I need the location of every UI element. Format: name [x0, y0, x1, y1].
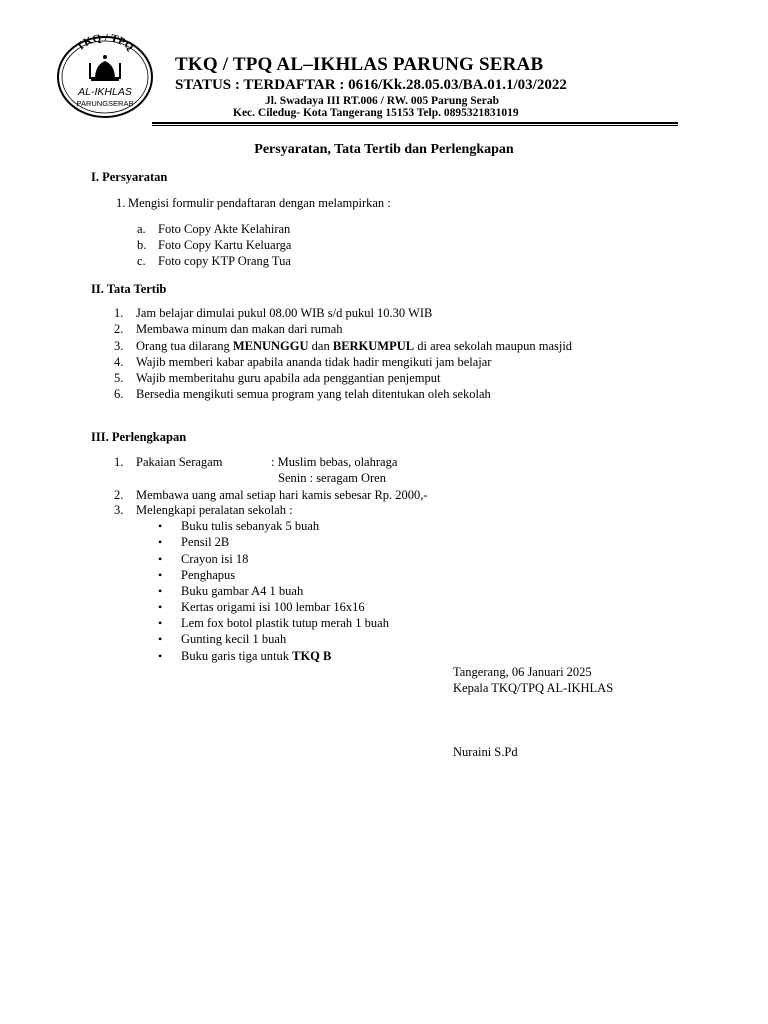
bullet-icon: • [158, 600, 163, 614]
bullet-icon: • [158, 552, 163, 566]
bullet-item: Buku gambar A4 1 buah [181, 584, 304, 598]
list-item: Membawa uang amal setiap hari kamis sebesar Rp. 2000,- [136, 488, 428, 502]
logo-sub-text: PARUNGSERAB [76, 99, 134, 108]
bold-text: MENUNGGU [232, 339, 309, 353]
bullet-item: Pensil 2B [181, 535, 230, 549]
list-item [136, 339, 572, 354]
logo-main-text: AL-IKHLAS [78, 86, 132, 98]
bullet-item: Gunting kecil 1 buah [181, 632, 287, 646]
document-title: Persyaratan, Tata Tertib dan Perlengkapan [254, 142, 514, 157]
section-heading-persyaratan: I. Persyaratan [91, 170, 168, 184]
list-number: 2. [114, 322, 124, 336]
list-item: Wajib memberitahu guru apabila ada penggantian penjemput [136, 371, 441, 385]
list-item-label: Pakaian Seragam [136, 455, 223, 469]
bullet-icon: • [158, 535, 163, 549]
signature-place-date: Tangerang, 06 Januari 2025 [453, 665, 592, 679]
sublist-item: Foto Copy Akte Kelahiran [158, 222, 291, 236]
list-number: 5. [114, 371, 124, 385]
sublist-item: Foto copy KTP Orang Tua [158, 254, 291, 268]
bullet-item: Penghapus [181, 568, 236, 582]
bullet-icon: • [158, 632, 163, 646]
section-heading-tata-tertib: II. Tata Tertib [91, 282, 167, 296]
section-heading-perlengkapan: III. Perlengkapan [91, 430, 187, 444]
bullet-item: Crayon isi 18 [181, 552, 249, 566]
bold-text: TKQ B [292, 649, 332, 663]
mosque-icon [89, 55, 121, 81]
list-item: Membawa minum dan makan dari rumah [136, 322, 343, 336]
address-line-1: Jl. Swadaya III RT.006 / RW. 005 Parung Serab [265, 95, 500, 107]
list-number: 4. [114, 355, 124, 369]
sublist-letter: b. [137, 238, 147, 252]
sublist-letter: a. [137, 222, 146, 236]
sublist-letter: c. [137, 254, 146, 268]
header-rule-thick [152, 122, 678, 124]
bullet-icon: • [158, 568, 163, 582]
text-run: Orang tua dilarang [136, 339, 233, 353]
svg-text:TKQ / TPQ [74, 33, 136, 54]
list-item: Wajib memberi kabar apabila ananda tidak hadir mengikuti jam belajar [136, 355, 492, 369]
list-item: Mengisi formulir pendaftaran dengan melampirkan : [128, 196, 391, 210]
bullet-item [181, 649, 331, 664]
header-rule-thin [152, 125, 678, 126]
list-item-value: : Muslim bebas, olahraga [271, 455, 398, 469]
text-run: Buku garis tiga untuk [181, 649, 293, 663]
school-logo [55, 33, 155, 118]
list-item-value: Senin : seragam Oren [278, 471, 386, 485]
list-number: 3. [114, 339, 124, 353]
bullet-item: Kertas origami isi 100 lembar 16x16 [181, 600, 365, 614]
list-number: 6. [114, 387, 124, 401]
bullet-icon: • [158, 616, 163, 630]
bullet-item: Buku tulis sebanyak 5 buah [181, 519, 320, 533]
sublist-item: Foto Copy Kartu Keluarga [158, 238, 292, 252]
logo-arc-text: TKQ / TPQ [74, 33, 136, 54]
bullet-icon: • [158, 584, 163, 598]
list-number: 2. [114, 488, 124, 502]
bold-text: BERKUMPUL [332, 339, 415, 353]
signature-position: Kepala TKQ/TPQ AL-IKHLAS [453, 681, 614, 695]
list-number: 1. [114, 306, 124, 320]
signature-name: Nuraini S.Pd [453, 745, 518, 759]
list-item: Bersedia mengikuti semua program yang telah ditentukan oleh sekolah [136, 387, 491, 401]
address-line-2: Kec. Ciledug- Kota Tangerang 15153 Telp. 0895321831019 [233, 107, 519, 119]
list-number: 3. [114, 503, 124, 517]
list-number: 1. [116, 196, 126, 210]
bullet-icon: • [158, 519, 163, 533]
school-name: TKQ / TPQ AL–IKHLAS PARUNG SERAB [175, 54, 544, 75]
bullet-icon: • [158, 649, 163, 663]
list-number: 1. [114, 455, 124, 469]
list-item: Melengkapi peralatan sekolah : [136, 503, 293, 517]
list-item: Jam belajar dimulai pukul 08.00 WIB s/d pukul 10.30 WIB [136, 306, 433, 320]
text-run: di area sekolah maupun masjid [414, 339, 573, 353]
registration-status: STATUS : TERDAFTAR : 0616/Kk.28.05.03/BA.01.1/03/2022 [175, 77, 567, 93]
bullet-item: Lem fox botol plastik tutup merah 1 buah [181, 616, 389, 630]
text-run: dan [308, 339, 333, 353]
